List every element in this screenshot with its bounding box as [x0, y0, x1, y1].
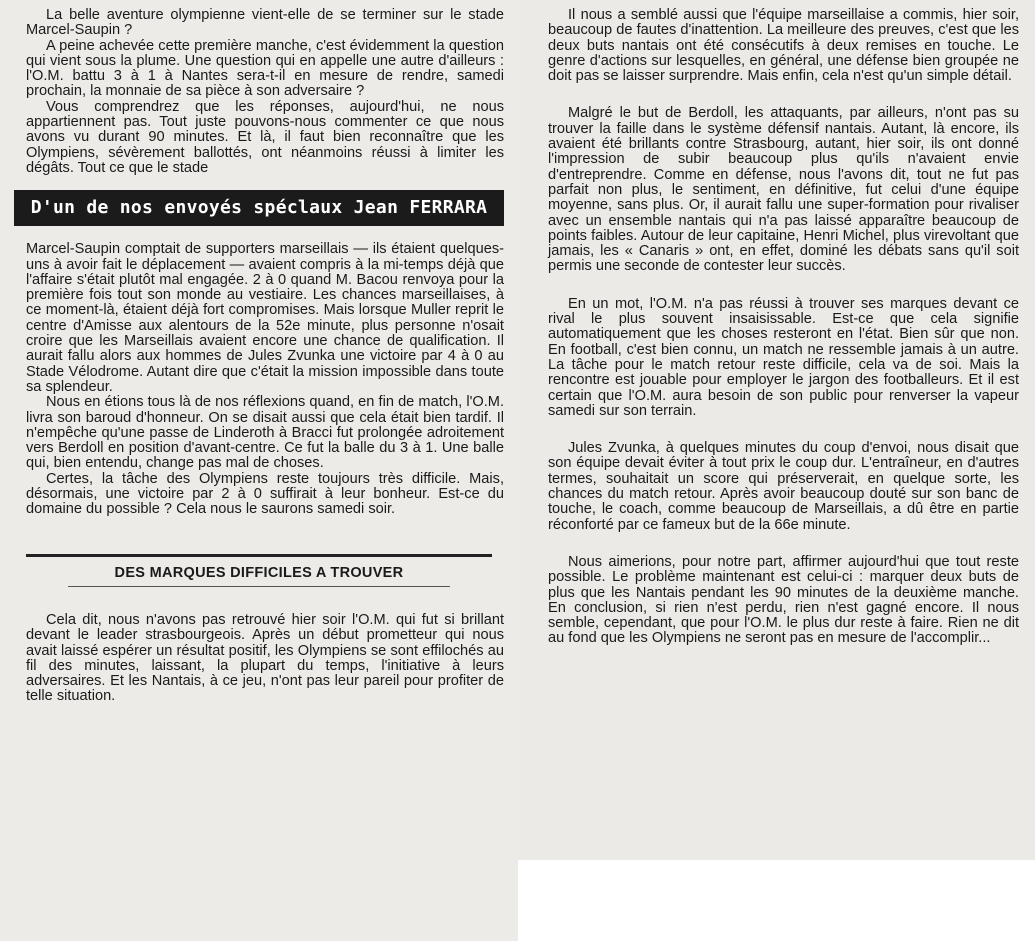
article-paragraph-2: A peine achevée cette première manche, c'est évidemment la question qui vient sous la plume. Une question qui en appelle une autre d'ailleurs : l'O.M. battu 3 à 1 à Nantes sera-t-il en mesure de rendre, samedi prochain, la monnaie de sa pièce à son adversaire ?	[26, 37, 504, 100]
article-paragraph-9: Malgré le but de Berdoll, les attaquants, par ailleurs, n'ont pas su trouver la faille dans le système défensif nantais. Autant, là encore, ils avaient été brillants contre Strasbourg, autant, hier soir, ils ont donné l'impression de subir beaucoup plus qu'ils n'avaient envie d'entreprendre. Comme en défense, nous l'avons dit, tout ne fut pas parfait non plus, le sentiment, en définitive, fut celui d'une équipe moyenne, sans plus. Or, il aurait fallu une super-formation pour rivaliser avec un ensemble nantais qui n'a pas laissé apparaître beaucoup de points faibles. Autour de leur capitaine, Henri Michel, plus virevoltant que jamais, les « Canaris » ont, en effet, dominé les débats sans qu'il soit permis une seconde de contester leur succès.	[548, 105, 1019, 275]
article-paragraph-1: La belle aventure olympienne vient-elle de se terminer sur le stade Marcel-Saupin ?	[26, 7, 504, 39]
subheading-block	[26, 554, 492, 587]
right-column	[518, 0, 1035, 860]
article-paragraph-3: Vous comprendrez que les réponses, aujourd'hui, ne nous appartiennent pas. Tout juste pouvons-nous commenter ce que nous avons vu durant 90 minutes. Et là, il faut bien reconnaître que les Olympiens, sévèrement ballottés, ont néanmoins réussi à limiter les dégâts. Tout ce que le stade	[26, 98, 504, 176]
article-paragraph-8: Il nous a semblé aussi que l'équipe marseillaise a commis, hier soir, beaucoup de fautes d'inattention. La meilleure des preuves, c'est que les deux buts nantais ont été consécutifs à deux remises en touche. Le genre d'actions sur lesquelles, en général, une défense bien groupée ne doit pas se laisser surprendre. Mais enfin, cela n'est qu'un simple détail.	[548, 7, 1019, 85]
subheading: DES MARQUES DIFFICILES A TROUVER	[68, 566, 450, 587]
article-paragraph-4: Marcel-Saupin comptait de supporters marseillais — ils étaient quelques-uns à avoir fait le déplacement — avaient compris à la mi-temps déjà que l'affaire s'était plutôt mal engagée. 2 à 0 quand M. Bacou renvoya pour la première fois tout son monde au vestiaire. Les chances marseillaises, à ce moment-là, étaient déjà fort compromises. Mais lorsque Muller reprit le centre d'Amisse aux alentours de la 52e minute, plus personne n'osait croire que les Marseillais avaient encore une chance de qualification. Il aurait fallu alors aux hommes de Jules Zvunka une victoire par 4 à 0 au Stade Vélodrome. Autant dire que c'était la mission impossible dans toute sa splendeur.	[26, 241, 504, 395]
subheading-rule	[26, 554, 492, 557]
article-paragraph-11: Jules Zvunka, à quelques minutes du coup d'envoi, nous disait que son équipe devait éviter à tout prix le coup dur. L'entraîneur, en d'autres termes, souhaitait un score qui préserverait, en quelque sorte, les chances du match retour. Après avoir beaucoup douté sur son banc de touche, le coach, comme beaucoup de Marseillais, a dû être en partie réconforté par ce fameux but de la 66e minute.	[548, 440, 1019, 533]
byline-banner: D'un de nos envoyés spéclaux Jean FERRARA	[14, 190, 504, 226]
article-paragraph-12: Nous aimerions, pour notre part, affirmer aujourd'hui que tout reste possible. Le problème maintenant est celui-ci : marquer deux buts de plus que les Nantais pendant les 90 minutes de la deuxième manche. En conclusion, si rien n'est perdu, rien n'est gagné encore. Il nous semble, cependant, que pour l'O.M. le plus dur reste à faire. Rien ne dit au fond que les Olympiens ne seront pas en mesure de l'accomplir...	[548, 553, 1019, 647]
article-paragraph-10: En un mot, l'O.M. n'a pas réussi à trouver ses marques devant ce rival le plus souvent insaisissable. Est-ce que cela signifie automatiquement que les choses resteront en l'état. Bien sûr que non. En football, c'est bien connu, un match ne ressemble jamais à un autre. La tâche pour le match retour reste difficile, cela va de soi. Mais la rencontre est jouable pour employer le jargon des footballeurs. Et il est certain que l'O.M. aura besoin de son public pour renverser la vapeur samedi sur son terrain.	[548, 295, 1019, 419]
article-paragraph-5: Nous en étions tous là de nos réflexions quand, en fin de match, l'O.M. livra son baroud d'honneur. On se disait aussi que cela était bien tardif. Il n'empêche qu'une passe de Linderoth à Bracci fut prolongée adroitement vers Berdoll en position d'avant-centre. Ce fut la balle du 3 à 1. Une balle qui, bien entendu, change pas mal de choses.	[26, 394, 504, 472]
article-paragraph-6: Certes, la tâche des Olympiens reste toujours très difficile. Mais, désormais, une victoire par 2 à 0 suffirait à leur bonheur. Est-ce du domaine du possible ? Cela nous le saurons samedi soir.	[26, 470, 504, 518]
article-paragraph-7: Cela dit, nous n'avons pas retrouvé hier soir l'O.M. qui fut si brillant devant le leader strasbourgeois. Après un début prometteur qui nous avait laissé espérer un résultat positif, les Olympiens se sont effilochés au fil des minutes, laissant, la plupart du temps, l'initiative à leurs adversaires. Et les Nantais, à ce jeu, n'ont pas leur pareil pour profiter de telle situation.	[26, 611, 504, 705]
